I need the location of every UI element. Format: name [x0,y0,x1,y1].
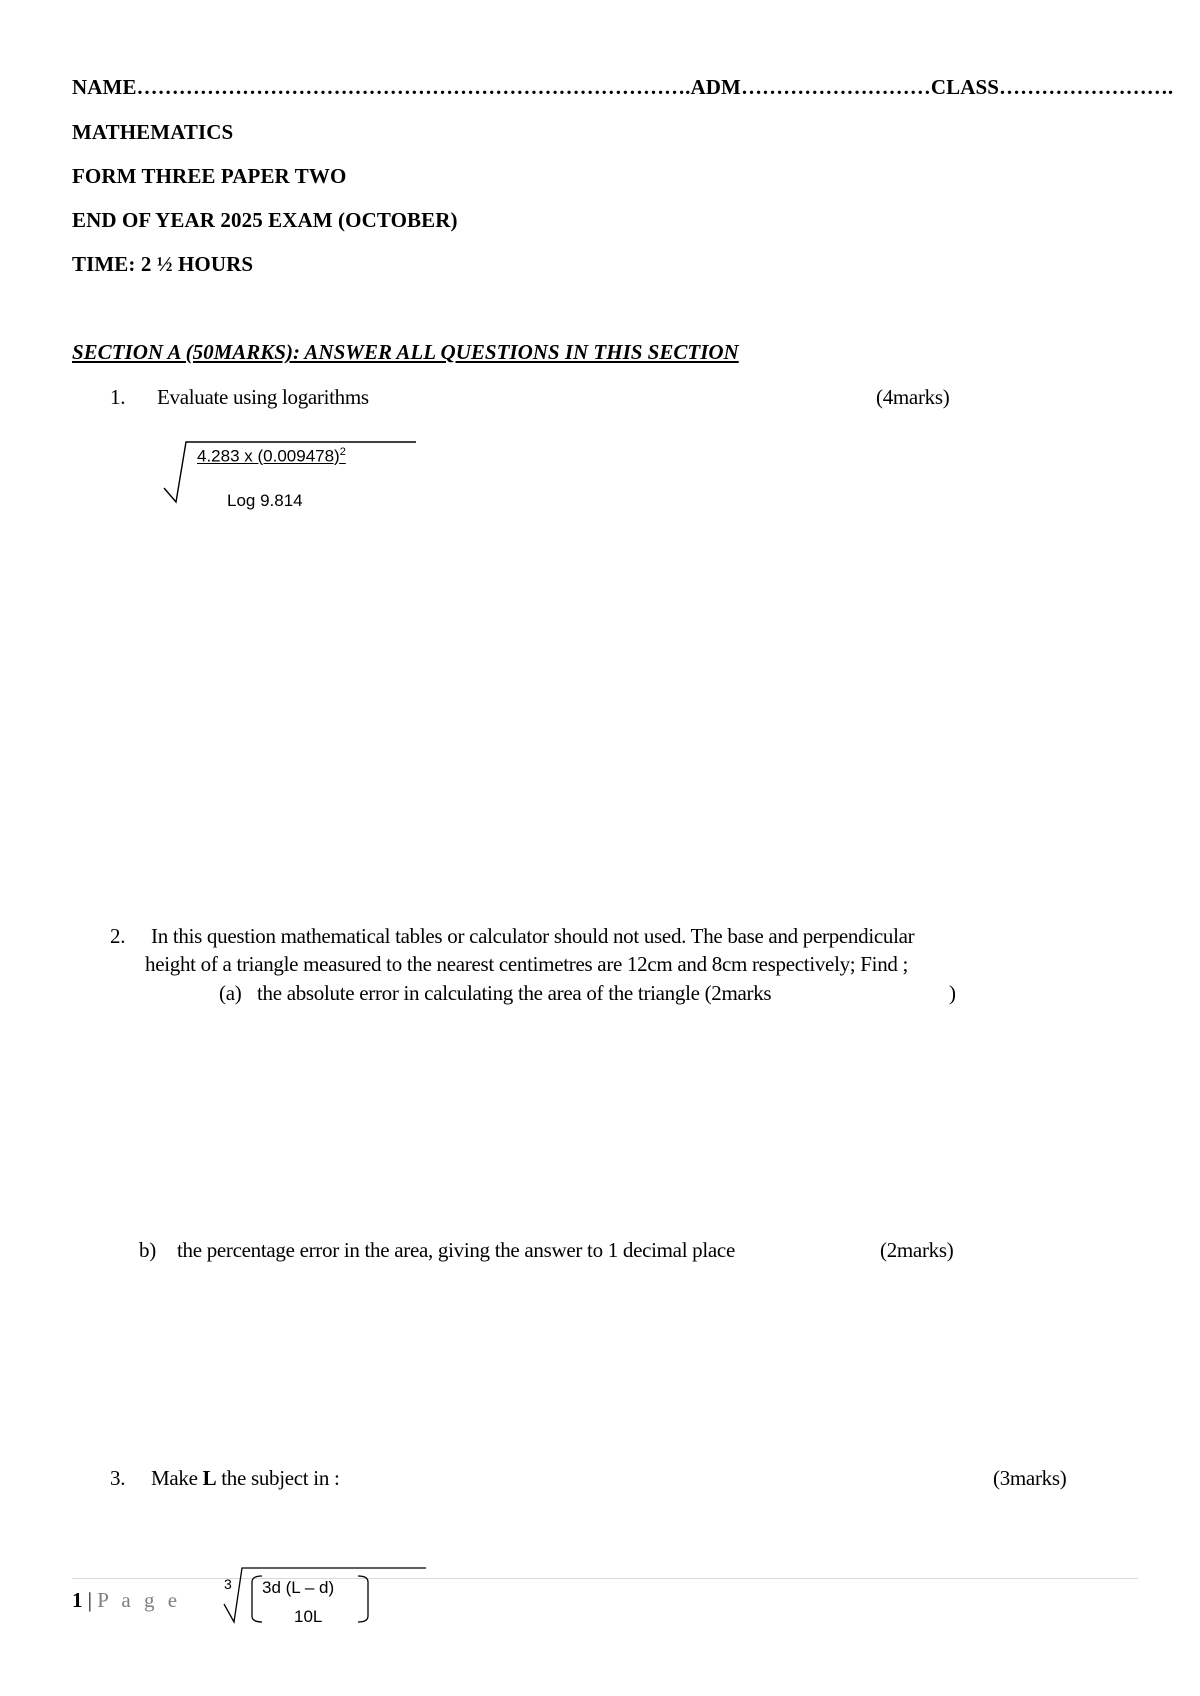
exam-title: END OF YEAR 2025 EXAM (OCTOBER) [72,208,458,232]
q2b-label: b) [139,1238,156,1262]
q2-text-line1: In this question mathematical tables or calculator should not used. The base and perpendicular [151,924,915,948]
q3-root-index: 3 [224,1576,232,1592]
q1-number: 1. [110,385,126,409]
q1-marks: (4marks) [876,385,950,409]
q2a-close-paren: ) [949,981,956,1005]
section-a-heading: SECTION A (50MARKS): ANSWER ALL QUESTIONS IN THIS SECTION [72,340,739,364]
q3-subject-variable: L [202,1466,217,1490]
paper-title: FORM THREE PAPER TWO [72,164,347,188]
q3-marks: (3marks) [993,1466,1067,1490]
q2a-label: (a) [219,981,242,1005]
q1-numerator: 4.283 x $(0.009478)^2$ [197,446,346,466]
q2b-marks: (2marks) [880,1238,954,1262]
q1-text: Evaluate using logarithms [157,385,369,409]
q3-denominator: 10L [294,1607,323,1626]
q2a-text: the absolute error in calculating the area of the triangle (2marks [257,981,772,1005]
footer-page-label [72,1588,181,1613]
page-number: 1 [72,1588,83,1612]
footer-separator: | [87,1588,92,1612]
name-adm-class-line: NAME…………………………………………………………………….ADM………………………CLASS……………………. [72,75,1174,99]
q3-cube-root-sign [220,1560,430,1640]
q1-exponent: 2 [339,446,346,458]
page-word: P a g e [97,1588,182,1612]
q2-text-line2: height of a triangle measured to the nearest centimetres are 12cm and 8cm respectively; Find ; [145,952,909,976]
q3-number: 3. [110,1466,126,1490]
q1-denominator: Log 9.814 [227,491,303,510]
q2b-text: the percentage error in the area, giving the answer to 1 decimal place [177,1238,735,1262]
q2-number: 2. [110,924,126,948]
subject-title: MATHEMATICS [72,120,234,144]
q3-numerator: 3d (L – d) [262,1578,335,1597]
time-allowed: TIME: 2 ½ HOURS [72,252,254,276]
q3-text: Make L the subject in : [151,1466,340,1490]
